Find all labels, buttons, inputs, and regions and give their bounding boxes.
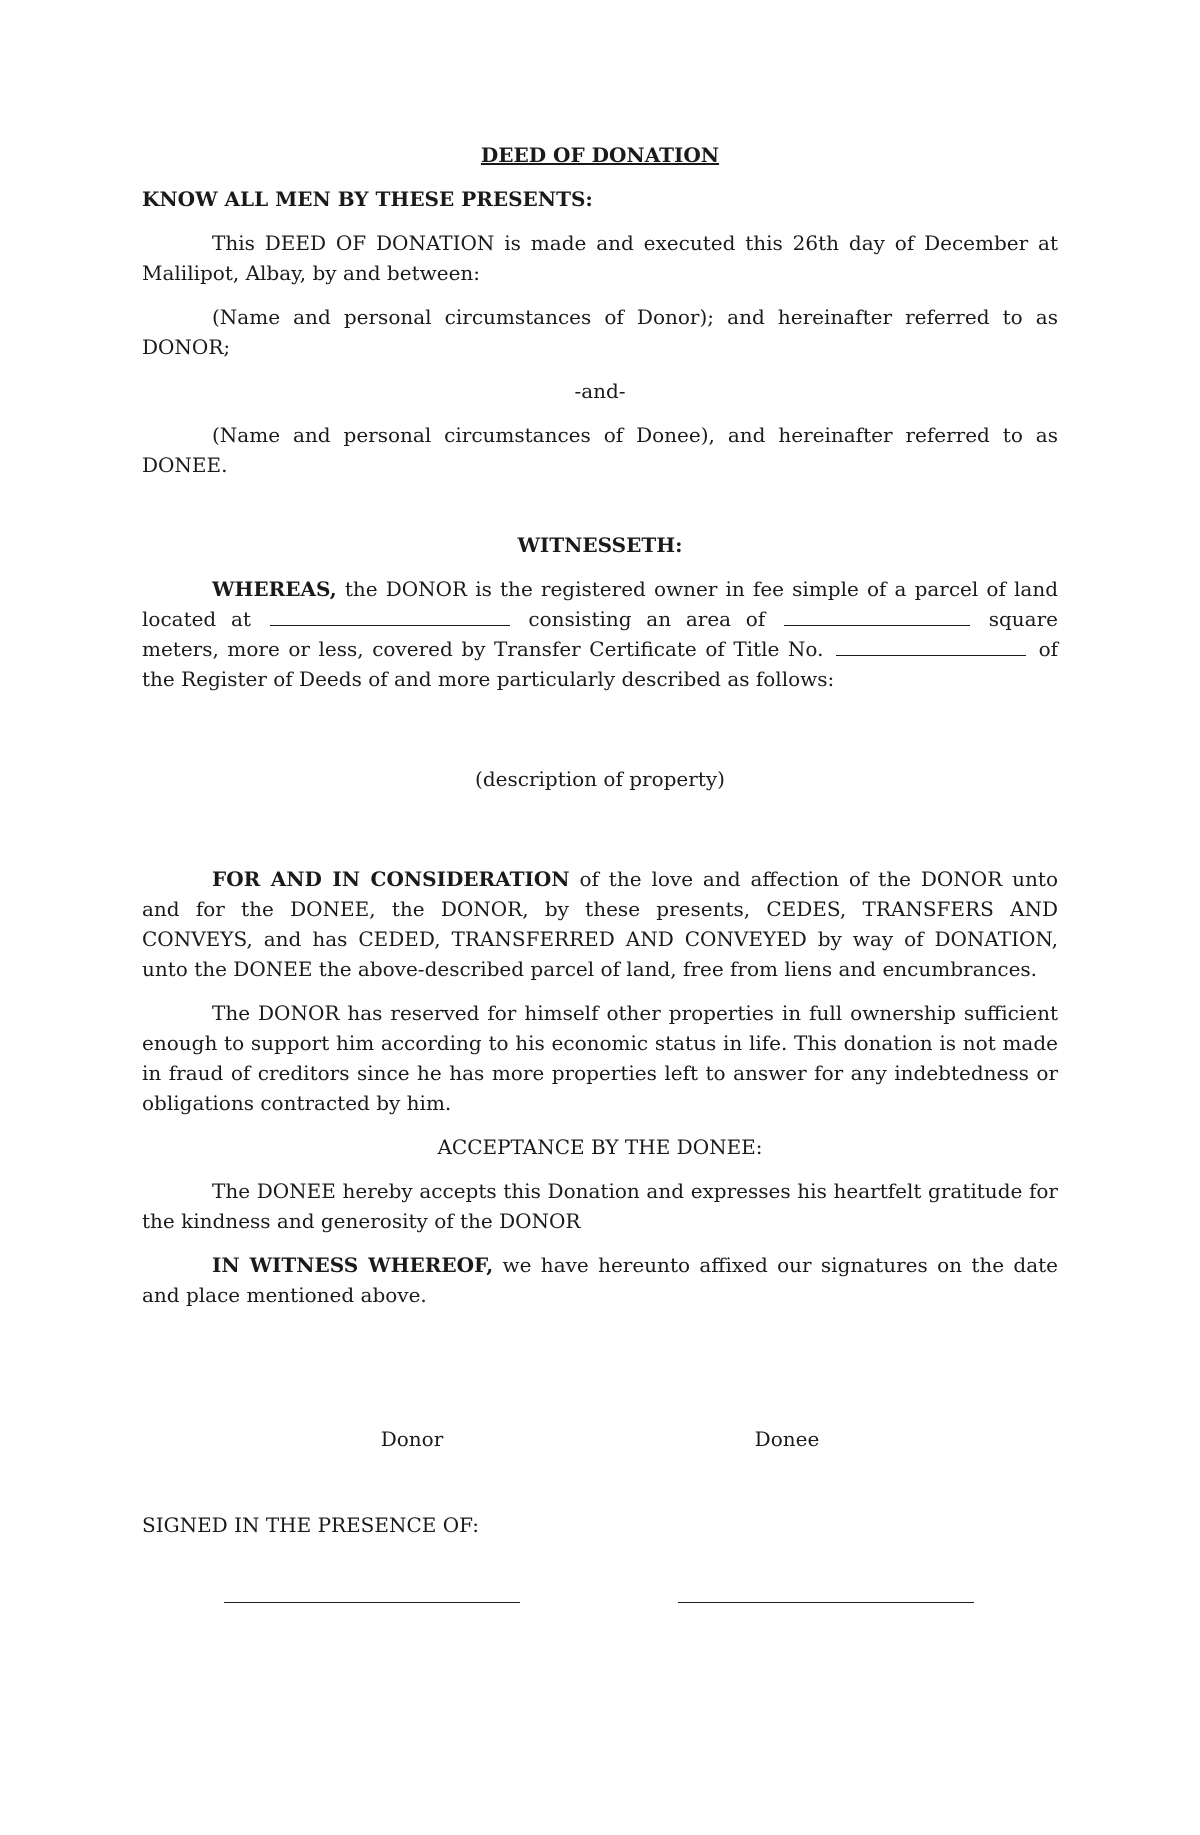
acceptance-heading: ACCEPTANCE BY THE DONEE: — [437, 1135, 763, 1159]
witness-clause-text: we have hereunto affixed our signatures on the date and place mentioned above. — [142, 1253, 1058, 1307]
consideration-paragraph — [142, 864, 1058, 984]
whereas-paragraph — [142, 574, 1058, 694]
donee-signature-label: Donee — [754, 1427, 820, 1451]
donor-party-paragraph: (Name and personal circumstances of Donor); and hereinafter referred to as DONOR; — [142, 305, 1058, 359]
spacer — [142, 1454, 1058, 1510]
witness-line-2 — [678, 1602, 974, 1603]
consideration-lead: FOR AND IN CONSIDERATION — [212, 867, 570, 891]
opening-heading: KNOW ALL MEN BY THESE PRESENTS: — [142, 187, 593, 211]
donor-signature-label: Donor — [380, 1427, 444, 1451]
witnesseth-heading: WITNESSETH: — [517, 533, 683, 557]
whereas-lead: WHEREAS, — [212, 577, 337, 601]
property-description: (description of property) — [475, 767, 725, 791]
signature-labels — [142, 1424, 1058, 1454]
document-body — [142, 140, 1058, 1624]
intro-paragraph: This DEED OF DONATION is made and executed this 26th day of December at Malilipot, Albay, by and between: — [142, 231, 1058, 285]
witness-clause-paragraph — [142, 1250, 1058, 1310]
witness-signature-lines — [142, 1584, 1058, 1624]
spacer — [142, 1540, 1058, 1584]
donee-party-paragraph: (Name and personal circumstances of Donee), and hereinafter referred to as DONEE. — [142, 423, 1058, 477]
area-blank — [784, 605, 970, 626]
presence-heading: SIGNED IN THE PRESENCE OF: — [142, 1513, 480, 1537]
witness-clause-lead: IN WITNESS WHEREOF, — [212, 1253, 494, 1277]
whereas-text-1: the DONOR is the registered owner in fee simple of a parcel of land located at — [142, 577, 1058, 631]
whereas-text-3: square meters, more or less, covered by Transfer Certificate of Title No. — [142, 607, 1059, 661]
spacer — [142, 708, 1058, 764]
consideration-text: of the love and affection of the DONOR unto and for the DONEE, the DONOR, by these presents, CEDES, TRANSFERS AND CONVEYS, and has CEDED, TRANSFERRED AND CONVEYED by way of DONATION, unto the DONEE the above-described parcel of land, free from liens and encumbrances. — [142, 867, 1059, 981]
spacer — [142, 808, 1058, 864]
acceptance-paragraph: The DONEE hereby accepts this Donation and expresses his heartfelt gratitude for the kindness and generosity of the DONOR — [142, 1179, 1058, 1233]
whereas-text-4: of the Register of Deeds of and more particularly described as follows: — [142, 637, 1059, 691]
whereas-text-2: consisting an area of — [528, 607, 766, 631]
witness-line-1 — [224, 1602, 520, 1603]
spacer — [142, 1324, 1058, 1424]
reservation-paragraph: The DONOR has reserved for himself other properties in full ownership sufficient enough to support him according to his economic status in life. This donation is not made in fraud of creditors since he has more properties left to answer for any indebtedness or obligations contracted by him. — [142, 1001, 1058, 1115]
document-title: DEED OF DONATION — [480, 143, 720, 167]
and-separator: -and- — [574, 379, 626, 403]
title-number-blank — [836, 635, 1026, 656]
spacer — [142, 494, 1058, 530]
location-blank — [270, 605, 510, 626]
